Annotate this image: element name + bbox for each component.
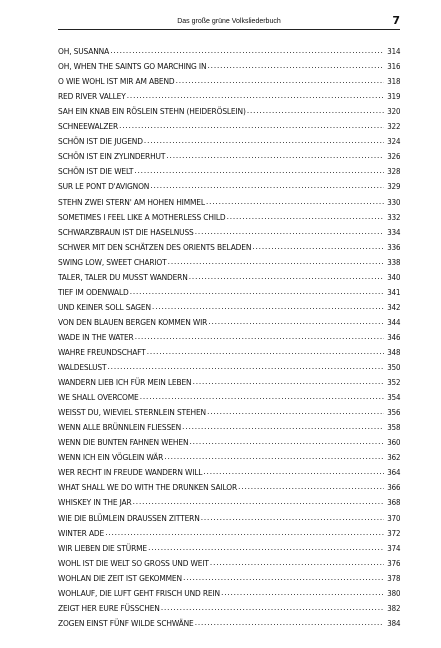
toc-entry-page: 340 [386, 271, 400, 282]
toc-entry-title: WENN ALLE BRÜNNLEIN FLIESSEN [58, 422, 182, 433]
toc-leader-dots [110, 46, 384, 56]
toc-leader-dots [247, 106, 384, 116]
toc-entry-page: 342 [386, 301, 400, 312]
toc-leader-dots [207, 61, 383, 71]
toc-entry[interactable] [58, 222, 400, 237]
toc-entry[interactable] [58, 477, 400, 492]
toc-entry-page: 341 [386, 286, 400, 297]
toc-entry-page: 352 [386, 377, 400, 388]
toc-entry-title: WHAT SHALL WE DO WITH THE DRUNKEN SAILOR [58, 482, 238, 493]
toc-leader-dots [208, 317, 383, 327]
toc-leader-dots [203, 467, 383, 477]
toc-entry-page: 364 [386, 467, 400, 478]
toc-entry[interactable] [58, 507, 400, 522]
toc-entry-title: ZOGEN EINST FÜNF WILDE SCHWÄNE [58, 617, 194, 628]
toc-entry-title: WOHL IST DIE WELT SO GROSS UND WEIT [58, 557, 209, 568]
toc-leader-dots [189, 437, 383, 447]
toc-entry[interactable] [58, 312, 400, 327]
toc-entry[interactable] [58, 71, 400, 86]
toc-entry[interactable] [58, 432, 400, 447]
toc-leader-dots [166, 151, 383, 161]
toc-entry[interactable] [58, 447, 400, 462]
toc-entry[interactable] [58, 387, 400, 402]
toc-leader-dots [130, 287, 384, 297]
toc-leader-dots [192, 377, 383, 387]
toc-entry-page: 320 [386, 106, 400, 117]
toc-entry-page: 328 [386, 166, 400, 177]
toc-leader-dots [144, 136, 384, 146]
toc-entry-title: ZEIGT HER EURE FÜSSCHEN [58, 602, 160, 613]
toc-entry-title: RED RIVER VALLEY [58, 91, 126, 102]
toc-entry-title: SCHWARZBRAUN IST DIE HASELNUSS [58, 226, 194, 237]
toc-leader-dots [210, 558, 384, 568]
header-rule [58, 29, 400, 30]
toc-leader-dots [189, 272, 384, 282]
toc-entry-page: 376 [386, 557, 400, 568]
toc-entry-title: O WIE WOHL IST MIR AM ABEND [58, 76, 175, 87]
toc-leader-dots [148, 543, 384, 553]
toc-entry[interactable] [58, 613, 400, 628]
toc-entry-page: 322 [386, 121, 400, 132]
toc-entry-title: UND KEINER SOLL SAGEN [58, 301, 151, 312]
toc-entry[interactable] [58, 207, 400, 222]
toc-entry-title: SAH EIN KNAB EIN RÖSLEIN STEHN (HEIDERÖSLEIN) [58, 106, 246, 117]
toc-entry-title: TALER, TALER DU MUSST WANDERN [58, 271, 188, 282]
toc-entry[interactable] [58, 282, 400, 297]
book-title: Das große grüne Volksliederbuch [177, 18, 281, 25]
toc-leader-dots [195, 618, 384, 628]
toc-entry-page: 358 [386, 422, 400, 433]
toc-leader-dots [238, 482, 384, 492]
toc-entry[interactable] [58, 116, 400, 131]
toc-entry-title: WIE DIE BLÜMLEIN DRAUSSEN ZITTERN [58, 512, 200, 523]
toc-leader-dots [182, 422, 384, 432]
toc-entry-page: 366 [386, 482, 400, 493]
toc-entry-title: SOMETIMES I FEEL LIKE A MOTHERLESS CHILD [58, 211, 226, 222]
toc-entry-page: 374 [386, 542, 400, 553]
toc-entry-title: WALDESLUST [58, 362, 107, 373]
toc-entry-page: 326 [386, 151, 400, 162]
toc-entry[interactable] [58, 161, 400, 176]
toc-leader-dots [105, 528, 384, 538]
toc-entry-page: 362 [386, 452, 400, 463]
toc-entry[interactable] [58, 357, 400, 372]
toc-leader-dots [152, 302, 384, 312]
toc-entry[interactable] [58, 237, 400, 252]
toc-entry[interactable] [58, 176, 400, 191]
toc-entry[interactable] [58, 568, 400, 583]
toc-leader-dots [147, 347, 384, 357]
toc-entry-title: WENN ICH EIN VÖGLEIN WÄR [58, 452, 164, 463]
toc-entry[interactable] [58, 402, 400, 417]
toc-entry-page: 329 [386, 181, 400, 192]
toc-entry-title: OH, SUSANNA [58, 46, 110, 57]
toc-leader-dots [206, 197, 384, 207]
toc-leader-dots [221, 588, 384, 598]
toc-entry-page: 344 [386, 316, 400, 327]
toc-entry-page: 372 [386, 527, 400, 538]
toc-leader-dots [195, 227, 384, 237]
toc-entry[interactable] [58, 327, 400, 342]
toc-entry-title: OH, WHEN THE SAINTS GO MARCHING IN [58, 61, 207, 72]
toc-entry[interactable] [58, 101, 400, 116]
toc-leader-dots [119, 121, 384, 131]
toc-entry[interactable] [58, 492, 400, 507]
toc-entry-page: 338 [386, 256, 400, 267]
page-header [58, 14, 400, 37]
toc-entry[interactable] [58, 267, 400, 282]
toc-entry-page: 319 [386, 91, 400, 102]
toc-leader-dots [252, 242, 383, 252]
toc-entry-page: 318 [386, 76, 400, 87]
toc-entry-title: WOHLAN DIE ZEIT IST GEKOMMEN [58, 572, 182, 583]
toc-leader-dots [140, 392, 384, 402]
toc-entry-page: 380 [386, 587, 400, 598]
toc-leader-dots [201, 513, 384, 523]
toc-entry-title: WHISKEY IN THE JAR [58, 497, 132, 508]
toc-entry[interactable] [58, 523, 400, 538]
toc-leader-dots [207, 407, 384, 417]
toc-entry-page: 316 [386, 61, 400, 72]
toc-entry-page: 368 [386, 497, 400, 508]
toc-leader-dots [164, 452, 383, 462]
toc-entry-title: SCHÖN IST DIE WELT [58, 166, 134, 177]
toc-leader-dots [150, 181, 383, 191]
page-number: 7 [392, 14, 400, 27]
toc-entry-title: WANDERN LIEB ICH FÜR MEIN LEBEN [58, 377, 192, 388]
toc-entry[interactable] [58, 583, 400, 598]
toc-entry-title: WADE IN THE WATER [58, 331, 134, 342]
toc-entry-page: 378 [386, 572, 400, 583]
toc-entry-title: WEISST DU, WIEVIEL STERNLEIN STEHEN [58, 407, 206, 418]
toc-entry[interactable] [58, 146, 400, 161]
toc-entry-page: 324 [386, 136, 400, 147]
toc-entry-page: 350 [386, 362, 400, 373]
toc-entry[interactable] [58, 538, 400, 553]
toc-entry-page: 336 [386, 241, 400, 252]
toc-entry-title: SUR LE PONT D'AVIGNON [58, 181, 150, 192]
toc-entry[interactable] [58, 372, 400, 387]
toc-entry-title: WOHLAUF, DIE LUFT GEHT FRISCH UND REIN [58, 587, 220, 598]
toc-entry-title: SCHNEEWALZER [58, 121, 118, 132]
toc-entry-page: 346 [386, 331, 400, 342]
toc-entry-page: 356 [386, 407, 400, 418]
toc-entry-page: 334 [386, 226, 400, 237]
toc-entry-page: 332 [386, 211, 400, 222]
toc-entry[interactable] [58, 252, 400, 267]
toc-leader-dots [127, 91, 384, 101]
toc-leader-dots [135, 332, 384, 342]
toc-entry-title: SCHWER MIT DEN SCHÄTZEN DES ORIENTS BELADEN [58, 241, 252, 252]
toc-leader-dots [161, 603, 384, 613]
toc-entry[interactable] [58, 41, 400, 56]
toc-entry[interactable] [58, 417, 400, 432]
toc-entry-title: SWING LOW, SWEET CHARIOT [58, 256, 167, 267]
toc-leader-dots [107, 362, 383, 372]
toc-entry-title: STEHN ZWEI STERN' AM HOHEN HIMMEL [58, 196, 205, 207]
toc-entry[interactable] [58, 297, 400, 312]
toc-entry-title: WAHRE FREUNDSCHAFT [58, 346, 146, 357]
toc-entry-page: 382 [386, 602, 400, 613]
toc-leader-dots [134, 166, 383, 176]
toc-entry[interactable] [58, 56, 400, 71]
toc-entry-page: 384 [386, 617, 400, 628]
toc-entry-title: WENN DIE BUNTEN FAHNEN WEHEN [58, 437, 189, 448]
toc-entry-title: WINTER ADE [58, 527, 105, 538]
toc-leader-dots [176, 76, 384, 86]
toc-entry-page: 330 [386, 196, 400, 207]
toc-entry-title: SCHÖN IST EIN ZYLINDERHUT [58, 151, 166, 162]
toc-entry-page: 314 [386, 46, 400, 57]
toc-entry[interactable] [58, 342, 400, 357]
toc-entry[interactable] [58, 553, 400, 568]
toc-entry-title: VON DEN BLAUEN BERGEN KOMMEN WIR [58, 316, 208, 327]
toc-leader-dots [226, 212, 383, 222]
toc-entry[interactable] [58, 462, 400, 477]
toc-entry-title: SCHÖN IST DIE JUGEND [58, 136, 143, 147]
toc-entry-title: WE SHALL OVERCOME [58, 392, 139, 403]
toc-entry[interactable] [58, 131, 400, 146]
toc-entry-page: 360 [386, 437, 400, 448]
toc-entry-title: WER RECHT IN FREUDE WANDERN WILL [58, 467, 203, 478]
toc-leader-dots [183, 573, 384, 583]
toc-leader-dots [133, 497, 384, 507]
toc-entry-page: 354 [386, 392, 400, 403]
toc-entry-title: TIEF IM ODENWALD [58, 286, 129, 297]
toc-leader-dots [168, 257, 384, 267]
toc-entry-page: 348 [386, 346, 400, 357]
toc-entry[interactable] [58, 86, 400, 101]
toc-entry[interactable] [58, 598, 400, 613]
toc-entry-title: WIR LIEBEN DIE STÜRME [58, 542, 147, 553]
toc-entry[interactable] [58, 191, 400, 206]
toc-entry-page: 370 [386, 512, 400, 523]
table-of-contents [58, 41, 400, 628]
